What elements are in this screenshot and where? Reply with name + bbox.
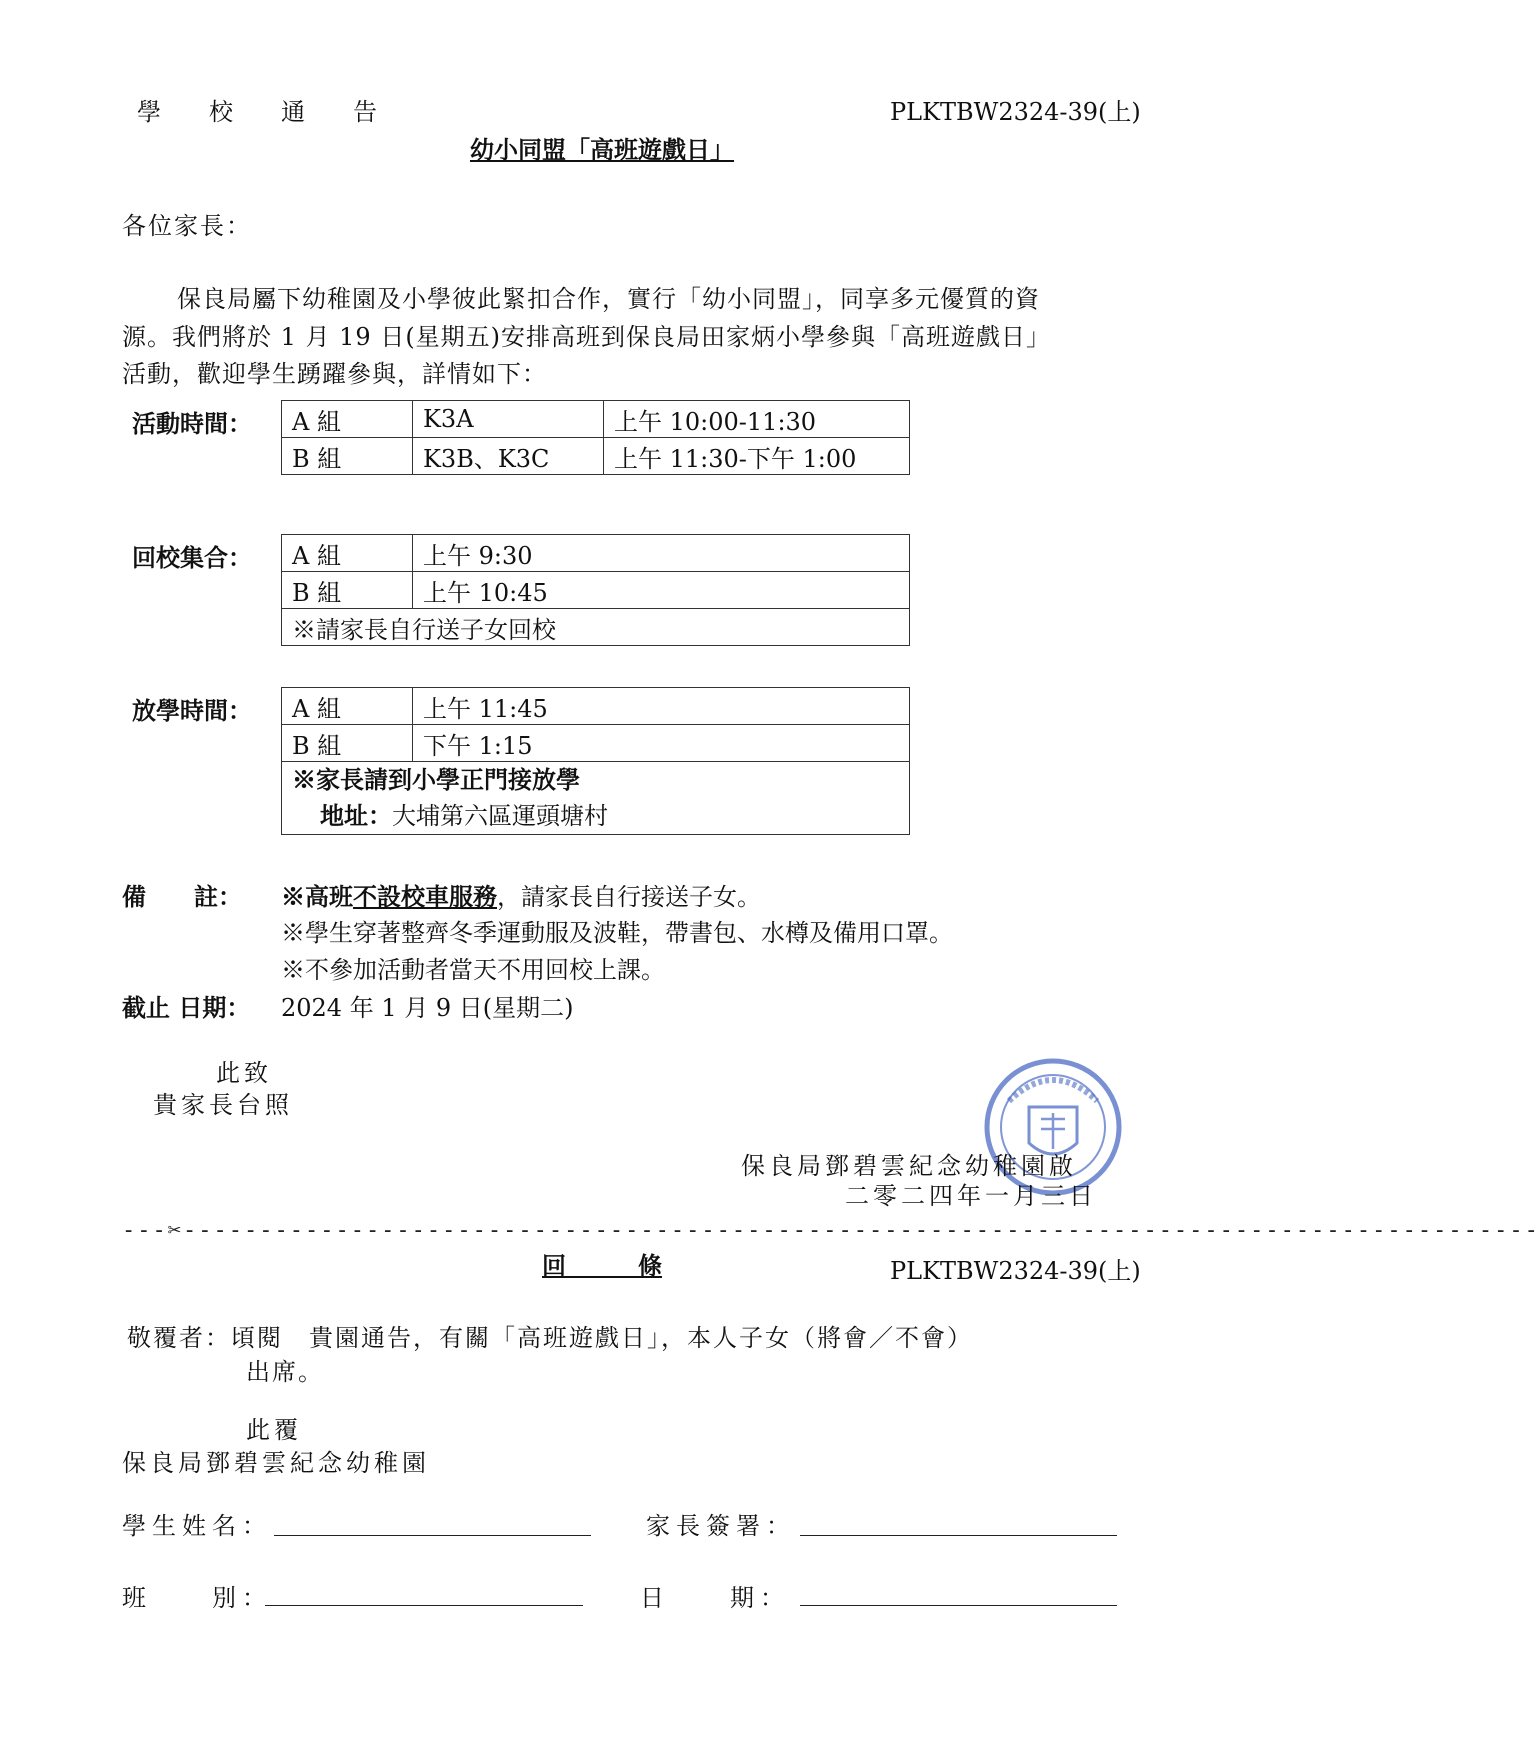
- intro-line-3: 活動，歡迎學生踴躍參與，詳情如下：: [122, 360, 547, 388]
- group-cell: B 組: [282, 725, 413, 762]
- reply-reference-number: PLKTBW2324-39(上): [890, 1257, 1141, 1285]
- table-row: [282, 609, 910, 646]
- scissors-icon: ✂: [167, 1218, 183, 1243]
- notice-title: 幼小同盟「高班遊戲日」: [470, 135, 734, 164]
- table-row: [282, 438, 910, 475]
- reference-number: PLKTBW2324-39(上): [890, 98, 1141, 126]
- time-cell: 上午 11:45: [413, 688, 910, 725]
- deadline-label: 截止 日期：: [122, 993, 251, 1022]
- note-cell: ※請家長自行送子女回校: [282, 609, 910, 646]
- group-cell: B 組: [282, 438, 413, 475]
- remark-item-1-prefix: ※高班: [281, 882, 353, 911]
- dismissal-label: 放學時間：: [132, 696, 252, 725]
- remark-item-3: ※不參加活動者當天不用回校上課。: [281, 956, 665, 984]
- student-name-field[interactable]: [274, 1535, 591, 1536]
- table-row: [282, 535, 910, 572]
- dismissal-table: [281, 687, 910, 835]
- group-cell: A 組: [282, 401, 413, 438]
- remark-item-1: [281, 877, 761, 912]
- remark-item-1-underlined: 不設校車服務: [353, 882, 497, 911]
- class-field[interactable]: [265, 1605, 583, 1606]
- notice-label: 學 校 通 告: [137, 98, 389, 126]
- signature-date: 二零二四年一月三日: [845, 1182, 1097, 1210]
- parent-signature-field[interactable]: [800, 1535, 1117, 1536]
- deadline-value: 2024 年 1 月 9 日(星期二): [281, 994, 574, 1022]
- note-cell: [282, 762, 910, 835]
- table-row: [282, 762, 910, 835]
- group-cell: A 組: [282, 535, 413, 572]
- student-name-label: 學生姓名：: [122, 1512, 272, 1540]
- parent-signature-label: 家長簽署：: [646, 1512, 796, 1540]
- date-field[interactable]: [800, 1605, 1117, 1606]
- remarks-label: 備 註：: [122, 882, 242, 911]
- closing-line-2: 貴家長台照: [153, 1091, 293, 1119]
- table-row: [282, 572, 910, 609]
- signature-org: 保良局鄧碧雲紀念幼稚園啟: [741, 1152, 1077, 1180]
- time-cell: 上午 10:45: [413, 572, 910, 609]
- time-cell: 上午 11:30-下午 1:00: [604, 438, 910, 475]
- return-assembly-label: 回校集合：: [132, 543, 252, 572]
- time-cell: 上午 10:00-11:30: [604, 401, 910, 438]
- greeting: 各位家長：: [122, 212, 252, 240]
- closing-line-1: 此致: [216, 1059, 272, 1087]
- return-assembly-table: [281, 534, 910, 646]
- table-row: [282, 725, 910, 762]
- intro-line-2: 源。我們將於 1 月 19 日(星期五)安排高班到保良局田家炳小學參與「高班遊戲日」: [122, 323, 1052, 351]
- reply-body-line-1: 敬覆者：頃閱 貴園通告，有關「高班遊戲日」，本人子女（將會／不會）: [127, 1324, 973, 1352]
- class-label: 班 別：: [122, 1584, 272, 1612]
- group-cell: B 組: [282, 572, 413, 609]
- reply-closing-1: 此覆: [246, 1416, 302, 1444]
- activity-time-label: 活動時間：: [132, 409, 252, 438]
- class-cell: K3A: [413, 401, 604, 438]
- class-cell: K3B、K3C: [413, 438, 604, 475]
- remark-item-2: ※學生穿著整齊冬季運動服及波鞋，帶書包、水樽及備用口罩。: [281, 919, 953, 947]
- reply-title: 回 條: [542, 1251, 662, 1280]
- remark-item-1-rest: ，請家長自行接送子女。: [497, 883, 761, 911]
- reply-body-line-2: 出席。: [246, 1358, 324, 1386]
- address-value: 大埔第六區運頭塘村: [392, 802, 608, 830]
- address-label: 地址：: [320, 801, 392, 830]
- address-line: [292, 798, 899, 834]
- time-cell: 上午 9:30: [413, 535, 910, 572]
- reply-closing-2: 保良局鄧碧雲紀念幼稚園: [122, 1449, 430, 1477]
- cut-line: ---✂-----------------------------------------------------------------------------------------: [122, 1218, 1540, 1243]
- date-label: 日 期：: [640, 1584, 790, 1612]
- activity-time-table: [281, 400, 910, 475]
- time-cell: 下午 1:15: [413, 725, 910, 762]
- group-cell: A 組: [282, 688, 413, 725]
- table-row: [282, 401, 910, 438]
- table-row: [282, 688, 910, 725]
- pickup-note: ※家長請到小學正門接放學: [292, 765, 580, 794]
- intro-line-1: 保良局屬下幼稚園及小學彼此緊扣合作，實行「幼小同盟」，同享多元優質的資: [177, 285, 1040, 313]
